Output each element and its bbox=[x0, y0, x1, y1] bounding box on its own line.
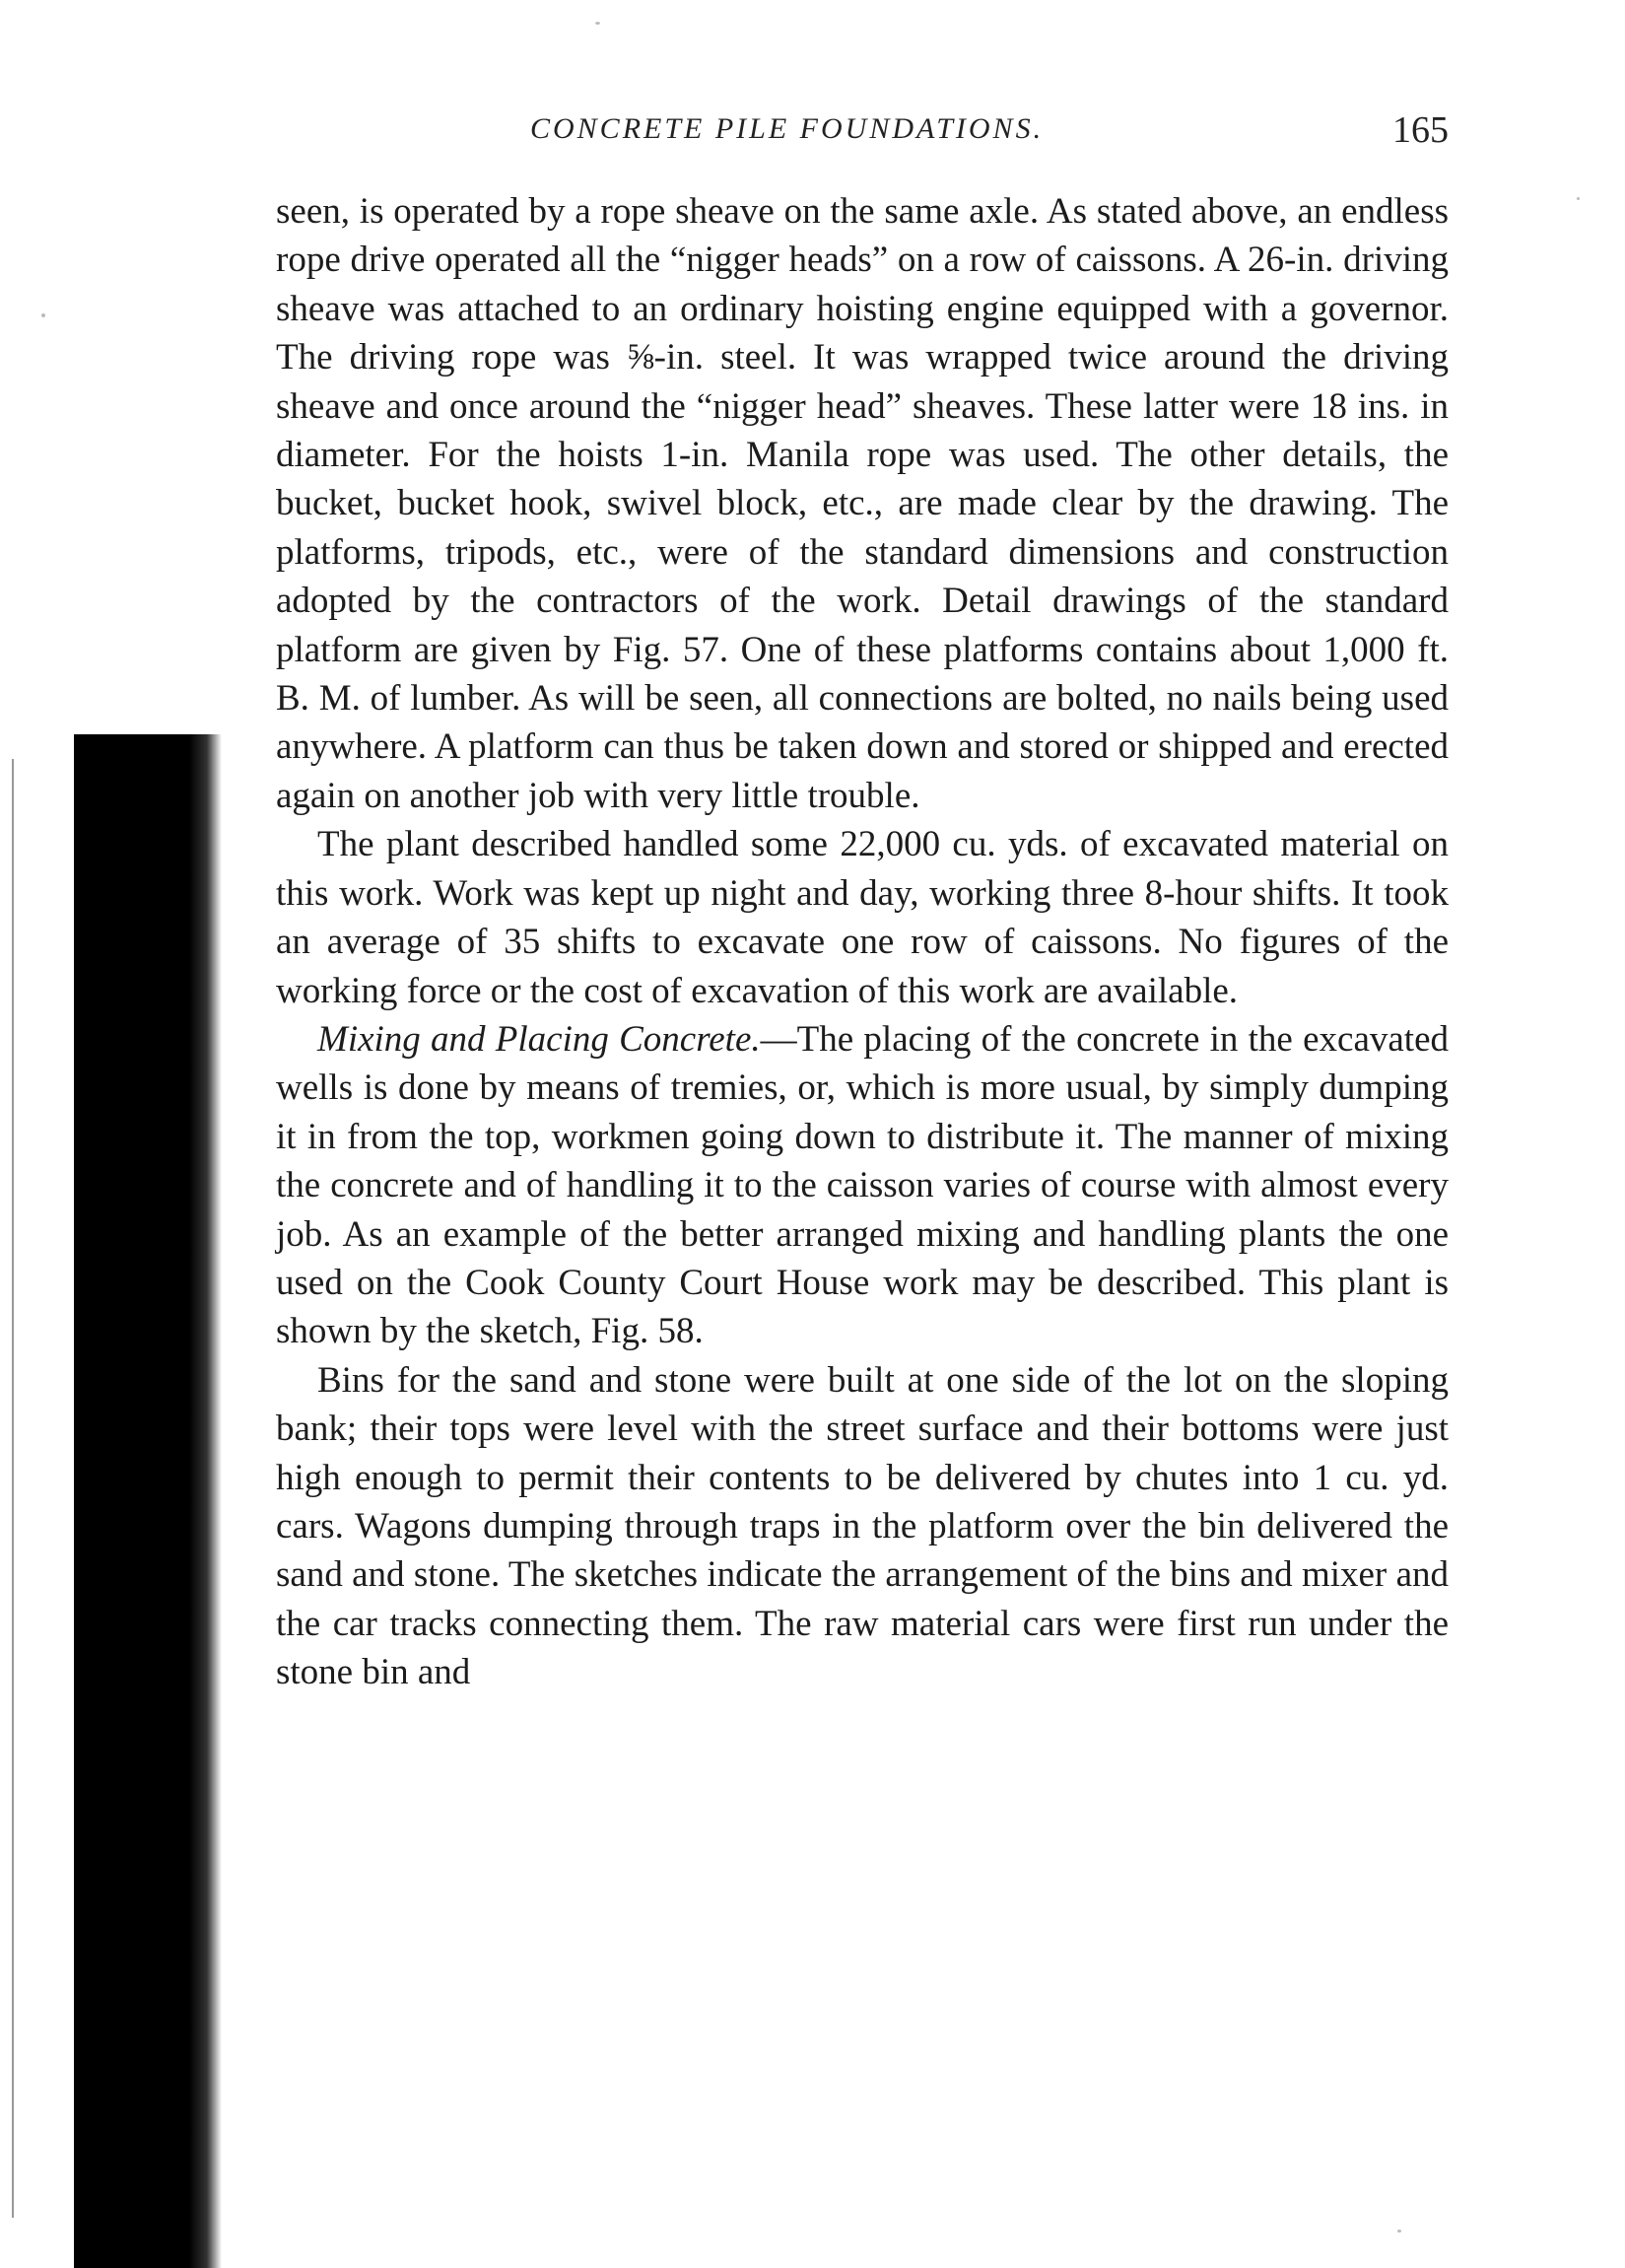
paragraph bbox=[276, 1015, 1449, 1356]
paragraph: The plant described handled some 22,000 cu. yds. of excavated material on this work. Work was kept up night and day, working three 8-hour shifts. It took an average of 35 shifts to excavate one row of caissons. No figures of the working force or the cost of excavation of this work are available. bbox=[276, 824, 1449, 1011]
binding-edge-line bbox=[12, 759, 14, 2218]
binding-shadow bbox=[74, 734, 222, 2268]
section-heading-italic: Mixing and Placing Concrete. bbox=[317, 1018, 761, 1060]
running-header bbox=[276, 106, 1449, 166]
paragraph: seen, is operated by a rope sheave on the same axle. As stated above, an endless rope drive operated all the “nigger heads” on a row of caissons. A 26-in. driving sheave was attached to an ordinary hoisting engine equipped with a governor. The driving rope was ⅝-in. steel. It was wrapped twice around the driving sheave and once around the “nigger head” sheaves. These latter were 18 ins. in diameter. For the hoists 1-in. Manila rope was used. The other details, the bucket, bucket hook, swivel block, etc., are made clear by the drawing. The platforms, tripods, etc., were of the standard dimensions and construction adopted by the contractors of the work. Detail drawings of the standard platform are given by Fig. 57. One of these platforms contains about 1,000 ft. B. M. of lumber. As will be seen, all connections are bolted, no nails being used anywhere. A platform can thus be taken down and stored or shipped and erected again on another job with very little trouble. bbox=[276, 191, 1449, 816]
running-title: CONCRETE PILE FOUNDATIONS. bbox=[530, 112, 1045, 145]
paragraph: Bins for the sand and stone were built at one side of the lot on the sloping bank; their tops were level with the street surface and their bottoms were just high enough to permit their contents to be delivered by chutes into 1 cu. yd. cars. Wagons dumping through traps in the platform over the bin delivered the sand and stone. The sketches indicate the arrangement of the bins and mixer and the car tracks connecting them. The raw material cars were first run under the stone bin and bbox=[276, 1359, 1449, 1693]
scan-speck bbox=[595, 22, 600, 25]
paragraph-text: —The placing of the concrete in the excavated wells is done by means of tremies, or, which is more usual, by simply dumping it in from the top, workmen going down to distribute it. The manner of mixing the concrete and of handling it to the caisson varies of course with almost every job. As an example of the better arranged mixing and handling plants the one used on the Cook County Court House work may be described. This plant is shown by the sketch, Fig. 58. bbox=[276, 1018, 1449, 1352]
page-number: 165 bbox=[1392, 109, 1449, 151]
body-text bbox=[276, 187, 1449, 1697]
scan-speck bbox=[1397, 2230, 1401, 2233]
scan-speck bbox=[1577, 197, 1580, 200]
scan-speck bbox=[41, 313, 45, 317]
